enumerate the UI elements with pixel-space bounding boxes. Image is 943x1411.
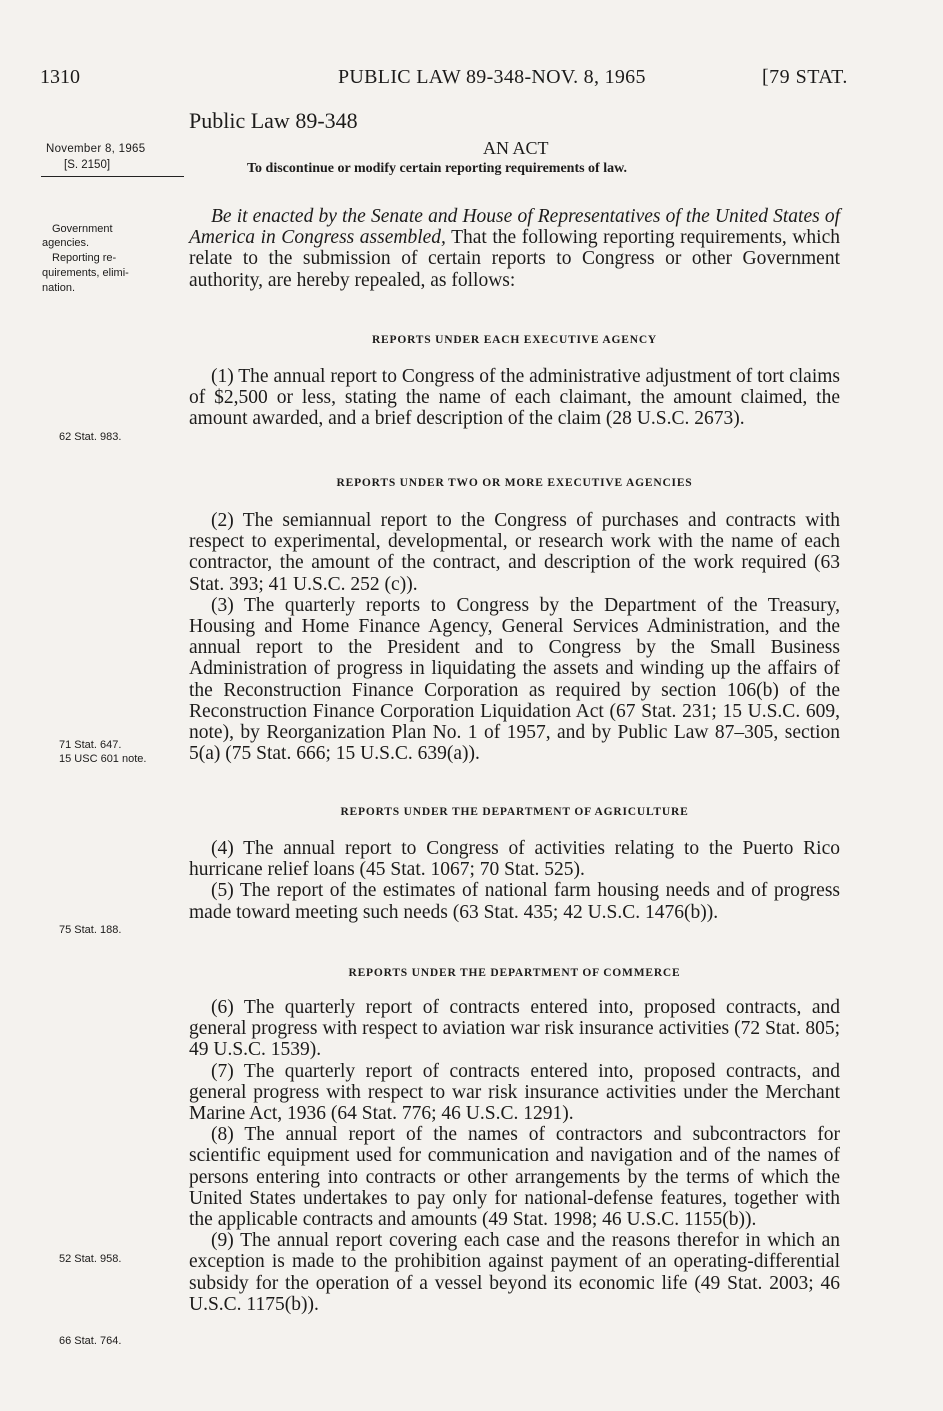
- sidenote-date: November 8, 1965: [46, 143, 146, 155]
- sidenote-citation: 66 Stat. 764.: [59, 1335, 122, 1347]
- provision: [189, 997, 840, 1315]
- section-heading: REPORTS UNDER THE DEPARTMENT OF AGRICULTURE: [340, 806, 689, 818]
- sidenote-subject-4: quirements, elimi-: [42, 267, 129, 279]
- provision: [189, 366, 840, 430]
- provision-text: (6) The quarterly report of contracts entered into, proposed contracts, and general progress with respect to aviation war risk insurance activities (72 Stat. 805; 49 U.S.C. 1539).: [189, 997, 840, 1061]
- provision-text: (8) The annual report of the names of contractors and subcontractors for scientific equipment used for communication and navigation and of the names of persons entering into contracts or other arrangements by the terms of which the United States undertakes to pay only for national-defense features, together with the applicable contracts and amounts (49 Stat. 1998; 46 U.S.C. 1155(b)).: [189, 1124, 840, 1231]
- section-heading: REPORTS UNDER THE DEPARTMENT OF COMMERCE: [348, 967, 681, 979]
- sidenote-citation: 15 USC 601 note.: [59, 753, 147, 765]
- running-title: PUBLIC LAW 89-348-NOV. 8, 1965: [338, 66, 646, 88]
- sidenote-citation: 52 Stat. 958.: [59, 1253, 122, 1265]
- act-label: AN ACT: [483, 138, 549, 158]
- provision-text: (3) The quarterly reports to Congress by the Department of the Treasury, Housing and Home Finance Agency, General Services Administration, and the annual report to the President and to Congress by the Small Business Administration of progress in liquidating the assets and winding up the affairs of the Reconstruction Finance Corporation as required by section 106(b) of the Reconstruction Finance Corporation Liquidation Act (67 Stat. 231; 15 U.S.C. 609, note), by Reorganization Plan No. 1 of 1957, and by Public Law 87–305, section 5(a) (75 Stat. 666; 15 U.S.C. 639(a)).: [189, 594, 840, 765]
- act-purpose: To discontinue or modify certain reporting requirements of law.: [247, 161, 627, 176]
- sidenote-subject-3: Reporting re-: [52, 252, 117, 264]
- provision-text: (4) The annual report to Congress of activities relating to the Puerto Rico hurricane relief loans (45 Stat. 1067; 70 Stat. 525).: [189, 838, 840, 881]
- sidenote-subject-5: nation.: [42, 282, 76, 294]
- section-heading: REPORTS UNDER EACH EXECUTIVE AGENCY: [371, 334, 658, 346]
- sidenote-citation: 62 Stat. 983.: [59, 431, 122, 443]
- provision: [189, 510, 840, 764]
- provision: [189, 838, 840, 923]
- sidenote-rule: [41, 176, 184, 177]
- provision-text: (9) The annual report covering each case and the reasons therefor in which an exception is made to the prohibition against payment of an operating-differential subsidy for the operation of a vessel beyond its economic life (49 Stat. 2003; 46 U.S.C. 1175(b)).: [189, 1230, 840, 1315]
- sidenote-bill: [S. 2150]: [64, 159, 111, 171]
- volume-reference: [79 STAT.: [762, 66, 848, 88]
- page-number: 1310: [40, 66, 80, 88]
- enacting-clause-italic: Be it enacted by the Senate and House of Representatives of the United States of America in Congress assembled,: [189, 206, 840, 249]
- sidenote-subject-2: agencies.: [42, 237, 90, 249]
- provision-text: (7) The quarterly report of contracts entered into, proposed contracts, and general progress with respect to war risk insurance activities under the Merchant Marine Act, 1936 (64 Stat. 776; 46 U.S.C. 1291).: [189, 1060, 840, 1125]
- law-title: Public Law 89-348: [189, 108, 358, 133]
- provision-text: (5) The report of the estimates of national farm housing needs and of progress made toward meeting such needs (63 Stat. 435; 42 U.S.C. 1476(b)).: [189, 880, 840, 923]
- enacting-clause-text: That the following reporting requirements, which relate to the submission of certain reports to Congress or other Government authority, are hereby repealed, as follows:: [189, 227, 840, 291]
- sidenote-citation: 75 Stat. 188.: [59, 924, 122, 936]
- sidenote-citation: 71 Stat. 647.: [59, 739, 122, 751]
- enacting-clause: [189, 206, 840, 291]
- section-heading: REPORTS UNDER TWO OR MORE EXECUTIVE AGENCIES: [336, 477, 693, 489]
- provision-text: (1) The annual report to Congress of the administrative adjustment of tort claims of $2,500 or less, stating the name of each claimant, the amount claimed, the amount awarded, and a brief description of the claim (28 U.S.C. 2673).: [189, 366, 840, 430]
- sidenote-subject-1: Government: [52, 223, 113, 235]
- provision-text: (2) The semiannual report to the Congress of purchases and contracts with respect to experimental, developmental, or research work with the name of each contractor, the amount of the contract, and description of the work required (63 Stat. 393; 41 U.S.C. 252 (c)).: [189, 510, 840, 595]
